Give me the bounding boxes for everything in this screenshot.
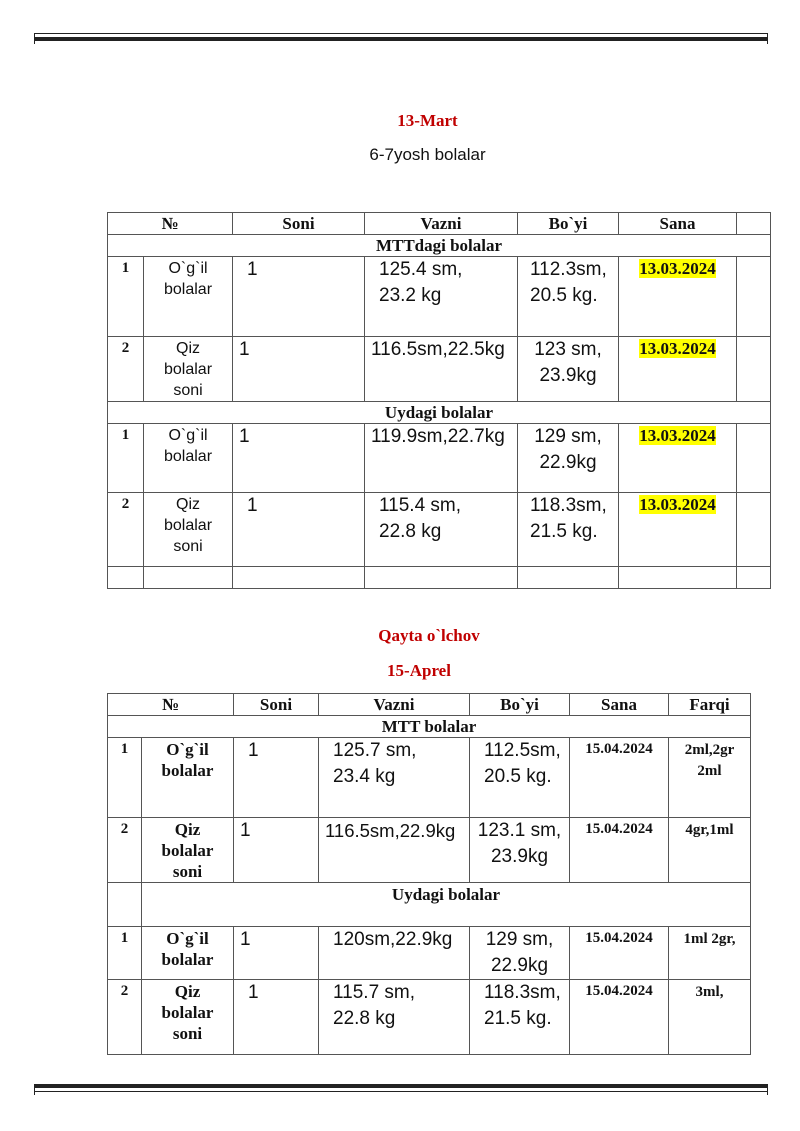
second-date: 15-Aprel bbox=[387, 661, 451, 680]
header-sana: Sana bbox=[619, 213, 737, 235]
row-number: 2 bbox=[108, 818, 142, 883]
row-vazni: 116.5sm,22.9kg bbox=[319, 818, 470, 883]
row-soni: 1 bbox=[233, 493, 365, 567]
row-group-name: O`g`il bolalar bbox=[144, 424, 233, 493]
row-sana: 15.04.2024 bbox=[570, 980, 669, 1055]
date-highlight: 13.03.2024 bbox=[639, 426, 716, 445]
measurement-table-march bbox=[107, 212, 771, 589]
row-boyi: 118.3sm, 21.5 kg. bbox=[470, 980, 570, 1055]
table-row bbox=[108, 257, 771, 337]
row-boyi: 118.3sm, 21.5 kg. bbox=[518, 493, 619, 567]
table-header-row bbox=[108, 213, 771, 235]
header-empty bbox=[737, 213, 771, 235]
top-border bbox=[34, 33, 768, 44]
header-farqi: Farqi bbox=[669, 694, 751, 716]
row-group-name: O`g`il bolalar bbox=[142, 927, 234, 980]
row-vazni: 119.9sm,22.7kg bbox=[365, 424, 518, 493]
section-row bbox=[108, 402, 771, 424]
row-soni: 1 bbox=[233, 337, 365, 402]
header-soni: Soni bbox=[234, 694, 319, 716]
header-soni: Soni bbox=[233, 213, 365, 235]
row-sana: 15.04.2024 bbox=[570, 818, 669, 883]
row-soni: 1 bbox=[234, 980, 319, 1055]
header-boyi: Bo`yi bbox=[470, 694, 570, 716]
row-farqi: 3ml, bbox=[669, 980, 751, 1055]
table-row bbox=[108, 818, 751, 883]
section-row bbox=[108, 235, 771, 257]
row-sana bbox=[619, 257, 737, 337]
row-vazni: 115.4 sm, 22.8 kg bbox=[365, 493, 518, 567]
row-number: 1 bbox=[108, 424, 144, 493]
row-number: 2 bbox=[108, 493, 144, 567]
date-highlight: 13.03.2024 bbox=[639, 339, 716, 358]
row-soni: 1 bbox=[233, 424, 365, 493]
row-sana bbox=[619, 424, 737, 493]
row-vazni: 125.7 sm, 23.4 kg bbox=[319, 738, 470, 818]
date-highlight: 13.03.2024 bbox=[639, 495, 716, 514]
row-boyi: 123 sm, 23.9kg bbox=[518, 337, 619, 402]
section-title-home: Uydagi bolalar bbox=[108, 402, 771, 424]
row-farqi: 1ml 2gr, bbox=[669, 927, 751, 980]
section-spacer bbox=[108, 883, 142, 927]
row-sana: 15.04.2024 bbox=[570, 738, 669, 818]
row-number: 1 bbox=[108, 927, 142, 980]
row-boyi: 112.3sm, 20.5 kg. bbox=[518, 257, 619, 337]
row-boyi: 129 sm, 22.9kg bbox=[470, 927, 570, 980]
second-title: Qayta o`lchov bbox=[378, 626, 480, 645]
row-group-name: Qiz bolalar soni bbox=[142, 818, 234, 883]
row-boyi: 123.1 sm, 23.9kg bbox=[470, 818, 570, 883]
row-sana: 15.04.2024 bbox=[570, 927, 669, 980]
section-row bbox=[108, 883, 751, 927]
row-empty bbox=[737, 424, 771, 493]
row-number: 2 bbox=[108, 980, 142, 1055]
row-soni: 1 bbox=[233, 257, 365, 337]
row-sana bbox=[619, 493, 737, 567]
page-title: 13-Mart bbox=[397, 111, 458, 130]
section-title-mtt: MTTdagi bolalar bbox=[108, 235, 771, 257]
row-farqi: 2ml,2gr 2ml bbox=[669, 738, 751, 818]
table-header-row bbox=[108, 694, 751, 716]
table-row bbox=[108, 337, 771, 402]
measurement-table-april bbox=[107, 693, 751, 1055]
row-soni: 1 bbox=[234, 738, 319, 818]
date-highlight: 13.03.2024 bbox=[639, 259, 716, 278]
header-number: № bbox=[108, 694, 234, 716]
section-title-home: Uydagi bolalar bbox=[142, 883, 751, 927]
row-group-name: O`g`il bolalar bbox=[142, 738, 234, 818]
table-row bbox=[108, 493, 771, 567]
row-vazni: 125.4 sm, 23.2 kg bbox=[365, 257, 518, 337]
table-row bbox=[108, 980, 751, 1055]
row-boyi: 129 sm, 22.9kg bbox=[518, 424, 619, 493]
page-subtitle: 6-7yosh bolalar bbox=[369, 145, 486, 164]
row-soni: 1 bbox=[234, 927, 319, 980]
section-title-mtt: MTT bolalar bbox=[108, 716, 751, 738]
row-soni: 1 bbox=[234, 818, 319, 883]
row-vazni: 120sm,22.9kg bbox=[319, 927, 470, 980]
row-group-name: Qiz bolalar soni bbox=[142, 980, 234, 1055]
header-boyi: Bo`yi bbox=[518, 213, 619, 235]
row-number: 1 bbox=[108, 257, 144, 337]
row-empty bbox=[737, 337, 771, 402]
row-number: 1 bbox=[108, 738, 142, 818]
row-farqi: 4gr,1ml bbox=[669, 818, 751, 883]
table-row bbox=[108, 424, 771, 493]
table-row bbox=[108, 738, 751, 818]
header-vazni: Vazni bbox=[365, 213, 518, 235]
section-row bbox=[108, 716, 751, 738]
row-boyi: 112.5sm, 20.5 kg. bbox=[470, 738, 570, 818]
row-group-name: Qiz bolalar soni bbox=[144, 493, 233, 567]
bottom-border bbox=[34, 1084, 768, 1095]
row-vazni: 116.5sm,22.5kg bbox=[365, 337, 518, 402]
row-sana bbox=[619, 337, 737, 402]
row-vazni: 115.7 sm, 22.8 kg bbox=[319, 980, 470, 1055]
header-vazni: Vazni bbox=[319, 694, 470, 716]
table-row bbox=[108, 927, 751, 980]
row-empty bbox=[737, 493, 771, 567]
row-group-name: Qiz bolalar soni bbox=[144, 337, 233, 402]
row-number: 2 bbox=[108, 337, 144, 402]
header-number: № bbox=[108, 213, 233, 235]
empty-row bbox=[108, 567, 771, 589]
row-empty bbox=[737, 257, 771, 337]
header-sana: Sana bbox=[570, 694, 669, 716]
row-group-name: O`g`il bolalar bbox=[144, 257, 233, 337]
